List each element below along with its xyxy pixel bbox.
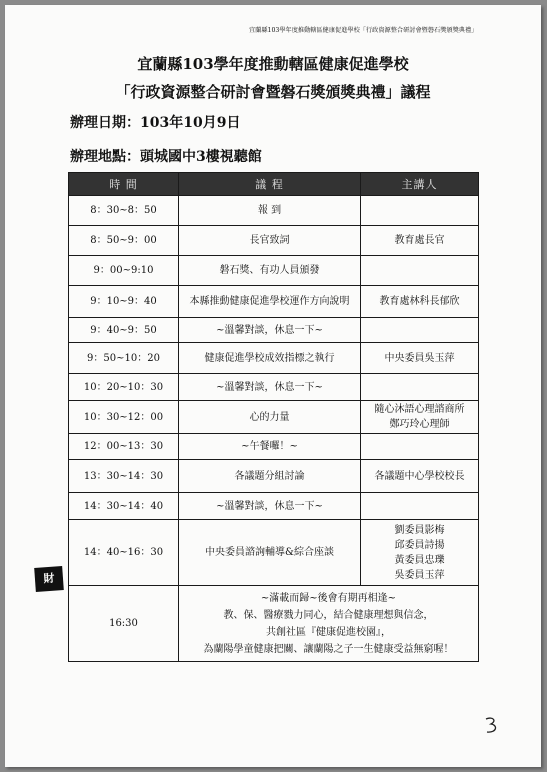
header-time: 時 間 — [69, 173, 179, 196]
agenda-speaker — [361, 256, 479, 286]
agenda-table — [68, 172, 479, 662]
agenda-row — [69, 460, 479, 493]
agenda-row — [69, 226, 479, 256]
event-place: 辦理地點：頭城國中3樓視聽館 — [70, 149, 262, 165]
agenda-time: 8：30~8：50 — [69, 196, 179, 226]
agenda-speaker — [361, 226, 479, 256]
agenda-item: 各議題分組討論 — [179, 460, 361, 493]
agenda-item: ~午餐囉！~ — [179, 434, 361, 460]
document-page — [5, 5, 541, 767]
agenda-row — [69, 374, 479, 401]
closing-line: 為蘭陽學童健康把關、讓蘭陽之子一生健康受益無窮喔！ — [203, 643, 454, 655]
agenda-row — [69, 493, 479, 520]
running-header: 宜蘭縣103學年度推動轄區健康促進學校「行政資源整合研討會暨磐石獎頒獎典禮」 — [249, 27, 478, 34]
speaker-name: 教育處林科長郁欣 — [379, 296, 460, 307]
agenda-row — [69, 256, 479, 286]
agenda-item: ~溫馨對談，休息一下~ — [179, 318, 361, 343]
agenda-time: 8：50~9：00 — [69, 226, 179, 256]
closing-line: ~滿載而歸~後會有期再相逢~ — [260, 592, 397, 604]
speaker-name: 中央委員吳玉萍 — [384, 352, 455, 364]
document-title-line1: 宜蘭縣103學年度推動轄區健康促進學校 — [137, 55, 409, 73]
agenda-speaker — [361, 374, 479, 401]
agenda-time: 13：30~14：30 — [69, 460, 179, 493]
agenda-time: 10：30~12：00 — [69, 401, 179, 434]
handwritten-mark — [483, 715, 501, 737]
closing-line: 共創社區『健康促進校園』， — [266, 626, 391, 638]
agenda-item: ~溫馨對談，休息一下~ — [179, 374, 361, 401]
header-speaker: 主講人 — [361, 173, 479, 196]
closing-time: 16:30 — [69, 586, 179, 662]
speaker-name: 邱委員詩揚 — [394, 539, 445, 551]
agenda-speaker — [361, 318, 479, 343]
document-title-line2: 「行政資源整合研討會暨磐石獎頒獎典禮」議程 — [115, 83, 431, 101]
agenda-item: 本縣推動健康促進學校運作方向說明 — [179, 286, 361, 318]
agenda-row — [69, 520, 479, 586]
agenda-time: 10：20~10：30 — [69, 374, 179, 401]
agenda-item: 長官致詞 — [179, 226, 361, 256]
agenda-time: 14：30~14：40 — [69, 493, 179, 520]
agenda-time: 12：00~13：30 — [69, 434, 179, 460]
agenda-time: 9：10~9：40 — [69, 286, 179, 318]
agenda-speaker — [361, 520, 479, 586]
agenda-row — [69, 196, 479, 226]
agenda-row — [69, 318, 479, 343]
agenda-row — [69, 343, 479, 374]
agenda-row — [69, 401, 479, 434]
agenda-item: 報 到 — [179, 196, 361, 226]
agenda-speaker — [361, 343, 479, 374]
agenda-time: 9：50~10：20 — [69, 343, 179, 374]
agenda-speaker — [361, 286, 479, 318]
agenda-body — [69, 196, 479, 662]
agenda-item: 健康促進學校成效指標之執行 — [179, 343, 361, 374]
agenda-row — [69, 434, 479, 460]
speaker-name: 隨心沐語心理諮商所 — [374, 404, 465, 415]
speaker-name: 教育處長官 — [394, 235, 445, 246]
agenda-speaker — [361, 401, 479, 434]
agenda-closing-row — [69, 586, 479, 662]
event-date: 辦理日期：103年10月9日 — [70, 115, 241, 131]
speaker-name: 鄭巧玲心理師 — [389, 419, 450, 430]
header-agenda: 議 程 — [179, 173, 361, 196]
agenda-speaker — [361, 493, 479, 520]
speaker-name: 各議題中心學校校長 — [374, 470, 465, 482]
closing-message — [179, 586, 479, 662]
speaker-name: 黃委員忠瓅 — [394, 554, 445, 566]
agenda-header-row — [69, 173, 479, 196]
agenda-item: 心的力量 — [179, 401, 361, 434]
agenda-time: 9：40~9：50 — [69, 318, 179, 343]
agenda-row — [69, 286, 479, 318]
agenda-speaker — [361, 196, 479, 226]
agenda-item: 中央委員諮詢輔導&綜合座談 — [179, 520, 361, 586]
closing-line: 教、保、醫療戮力同心，結合健康理想與信念， — [223, 609, 434, 621]
stamp-mark: 財 — [34, 566, 64, 592]
agenda-speaker — [361, 434, 479, 460]
agenda-time: 14：40~16：30 — [69, 520, 179, 586]
speaker-name: 劉委員影梅 — [394, 524, 445, 536]
agenda-time: 9：00~9:10 — [69, 256, 179, 286]
agenda-speaker — [361, 460, 479, 493]
speaker-name: 吳委員玉萍 — [394, 569, 445, 581]
agenda-item: ~溫馨對談，休息一下~ — [179, 493, 361, 520]
agenda-item: 磐石獎、有功人員頒發 — [179, 256, 361, 286]
